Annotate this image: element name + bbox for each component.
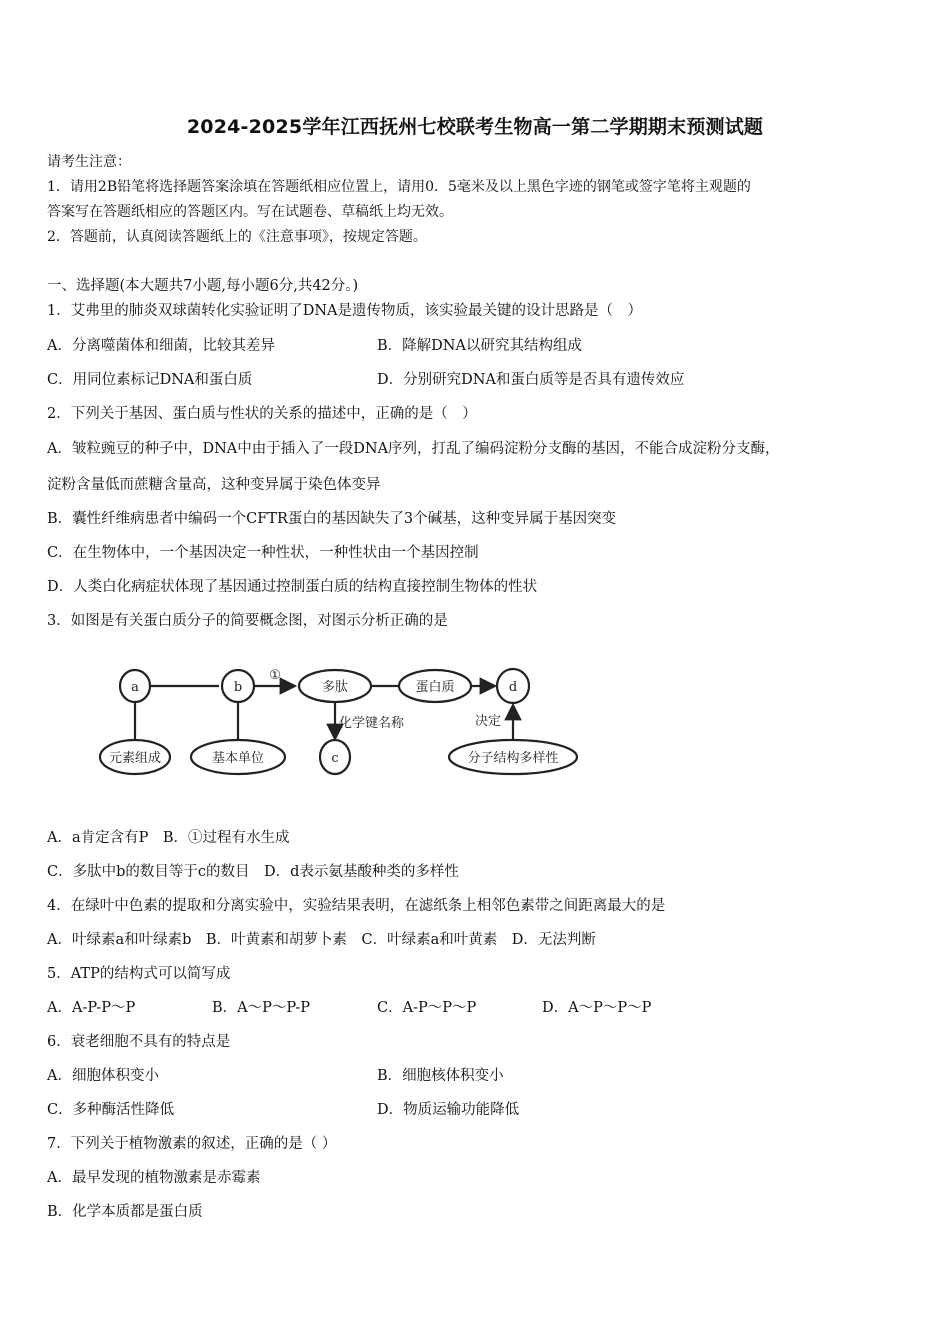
protein-concept-diagram [95, 655, 595, 785]
q7-option-a: A．最早发现的植物激素是赤霉素 [47, 1170, 261, 1186]
q5-option-d: D．A～P～P～P [542, 1000, 652, 1016]
node-basic-unit [191, 740, 285, 774]
q5-stem: 5．ATP的结构式可以简写成 [47, 966, 231, 982]
svg-text:c: c [331, 751, 339, 766]
q2-option-b: B．囊性纤维病患者中编码一个CFTR蛋白的基因缺失了3个碱基，这种变异属于基因突变 [47, 511, 617, 527]
q5-option-b: B．A～P～P-P [212, 1000, 311, 1016]
svg-text:d: d [508, 680, 518, 695]
svg-text:元素组成: 元素组成 [108, 751, 162, 766]
q1-option-d: D．分别研究DNA和蛋白质等是否具有遗传效应 [377, 372, 685, 388]
exam-title: 2024-2025学年江西抚州七校联考生物高一第二学期期末预测试题 [186, 116, 764, 138]
q5-option-a: A．A-P-P～P [47, 1000, 136, 1016]
node-diversity [449, 740, 577, 774]
q4-options: A．叶绿素a和叶绿素b B．叶黄素和胡萝卜素 C．叶绿素a和叶黄素 D．无法判断 [47, 932, 596, 948]
svg-text:多肽: 多肽 [321, 680, 349, 695]
notice-item-2: 2．答题前，认真阅读答题纸上的《注意事项》，按规定答题。 [47, 229, 427, 245]
q1-option-a: A．分离噬菌体和细菌，比较其差异 [47, 338, 275, 354]
svg-text:基本单位: 基本单位 [211, 751, 265, 766]
q6-option-c: C．多种酶活性降低 [47, 1102, 175, 1118]
q1-stem: 1．艾弗里的肺炎双球菌转化实验证明了DNA是遗传物质，该实验最关键的设计思路是（ ） [47, 303, 643, 319]
section-header: 一、选择题(本大题共7小题,每小题6分,共42分。) [47, 278, 359, 294]
q6-option-b: B．细胞核体积变小 [377, 1068, 504, 1084]
bond-label: 化学键名称 [339, 716, 405, 731]
q1-option-c: C．用同位素标记DNA和蛋白质 [47, 372, 253, 388]
q6-stem: 6．衰老细胞不具有的特点是 [47, 1034, 231, 1050]
notice-item-1-line-1: 1．请用2B铅笔将选择题答案涂填在答题纸相应位置上，请用0．5毫米及以上黑色字迹的钢笔或签字笔将主观题的 [47, 179, 751, 195]
q2-option-d: D．人类白化病症状体现了基因通过控制蛋白质的结构直接控制生物体的性状 [47, 579, 538, 595]
q2-option-a-line-1: A．皱粒豌豆的种子中，DNA中由于插入了一段DNA序列，打乱了编码淀粉分支酶的基因，不能合成淀粉分支酶， [47, 441, 780, 457]
q6-option-a: A．细胞体积变小 [47, 1068, 159, 1084]
node-polypeptide [299, 670, 371, 702]
arrow-label-1: ① [269, 668, 281, 683]
q3-stem: 3．如图是有关蛋白质分子的简要概念图，对图示分析正确的是 [47, 613, 448, 629]
node-a [120, 670, 150, 702]
q1-option-b: B．降解DNA以研究其结构组成 [377, 338, 582, 354]
node-c [320, 740, 350, 774]
svg-text:b: b [233, 680, 243, 695]
node-d [497, 669, 529, 703]
q2-option-c: C．在生物体中，一个基因决定一种性状，一种性状由一个基因控制 [47, 545, 479, 561]
decide-label: 决定 [474, 714, 501, 729]
svg-text:分子结构多样性: 分子结构多样性 [467, 751, 559, 766]
node-protein [399, 670, 471, 702]
q2-option-a-line-2: 淀粉含量低而蔗糖含量高，这种变异属于染色体变异 [47, 477, 381, 493]
q7-stem: 7．下列关于植物激素的叙述，正确的是（ ） [47, 1136, 337, 1152]
svg-text:蛋白质: 蛋白质 [415, 680, 455, 695]
q5-option-c: C．A-P～P～P [377, 1000, 477, 1016]
q4-stem: 4．在绿叶中色素的提取和分离实验中，实验结果表明，在滤纸条上相邻色素带之间距离最大的是 [47, 898, 666, 914]
q2-stem: 2．下列关于基因、蛋白质与性状的关系的描述中，正确的是（ ） [47, 406, 477, 422]
q6-option-d: D．物质运输功能降低 [377, 1102, 520, 1118]
q3-options-cd: C．多肽中b的数目等于c的数目 D．d表示氨基酸种类的多样性 [47, 864, 459, 880]
q3-options-ab: A．a肯定含有P B．①过程有水生成 [47, 830, 290, 846]
notice-item-1-line-2: 答案写在答题纸相应的答题区内。写在试题卷、草稿纸上均无效。 [47, 204, 453, 220]
q7-option-b: B．化学本质都是蛋白质 [47, 1204, 203, 1220]
node-element [100, 740, 170, 774]
notice-heading: 请考生注意： [47, 154, 131, 170]
svg-text:a: a [131, 680, 139, 695]
node-b [222, 670, 254, 702]
